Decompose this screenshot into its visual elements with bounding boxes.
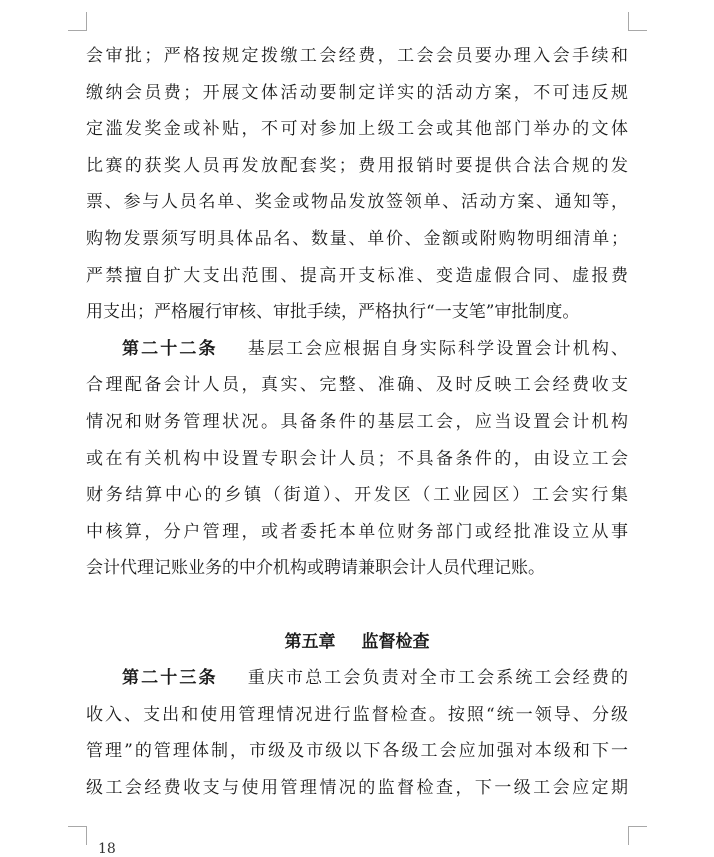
article-22-line: 情况和财务管理状况。具备条件的基层工会，应当设置会计机构 xyxy=(86,411,628,432)
body-line: 购物发票须写明具体品名、数量、单价、金额或附购物明细清单； xyxy=(86,228,628,249)
article-22-label: 第二十二条 xyxy=(122,338,218,359)
page-number: 18 xyxy=(98,841,116,857)
chapter-number: 第五章 xyxy=(284,631,336,652)
article-22-line: 合理配备会计人员，真实、完整、准确、及时反映工会经费收支 xyxy=(86,375,628,396)
article-23-text: 重庆市总工会负责对全市工会系统工会经费的 xyxy=(245,668,629,689)
body-line: 定滥发奖金或补贴，不可对参加上级工会或其他部门举办的文体 xyxy=(86,119,628,140)
body-line: 用支出；严格履行审核、审批手续，严格执行“一支笔”审批制度。 xyxy=(86,302,580,323)
body-line: 比赛的获奖人员再发放配套奖；费用报销时要提供合法合规的发 xyxy=(86,155,628,176)
crop-mark-bottom-right xyxy=(628,826,647,845)
chapter-title: 监督检查 xyxy=(361,631,430,652)
body-line: 会审批；严格按规定拨缴工会经费，工会会员要办理入会手续和 xyxy=(86,46,628,66)
article-22-line: 或在有关机构中设置专职会计人员；不具备条件的，由设立工会 xyxy=(86,448,628,469)
document-body xyxy=(86,38,628,806)
crop-mark-bottom-left xyxy=(68,826,87,845)
article-22-text: 基层工会应根据自身实际科学设置会计机构、 xyxy=(245,338,629,359)
article-23-line: 收入、支出和使用管理情况进行监督检查。按照“统一领导、分级 xyxy=(86,704,628,725)
crop-mark-top-right xyxy=(628,12,647,31)
article-23-label: 第二十三条 xyxy=(122,668,218,689)
article-22-first-line xyxy=(86,331,628,368)
article-22-line: 会计代理记账业务的中介机构或聘请兼职会计人员代理记账。 xyxy=(86,558,545,579)
article-22-line: 财务结算中心的乡镇（街道）、开发区（工业园区）工会实行集 xyxy=(86,485,628,506)
article-23-line: 管理”的管理体制，市级及市级以下各级工会应加强对本级和下一 xyxy=(86,741,628,762)
chapter-heading xyxy=(86,624,628,661)
article-23-line: 级工会经费收支与使用管理情况的监督检查，下一级工会应定期 xyxy=(86,777,628,798)
article-22-line: 中核算，分户管理，或者委托本单位财务部门或经批准设立从事 xyxy=(86,521,628,542)
body-line: 缴纳会员费；开展文体活动要制定详实的活动方案，不可违反规 xyxy=(86,82,628,103)
article-23-first-line xyxy=(86,660,628,697)
crop-mark-top-left xyxy=(68,12,87,31)
body-line: 严禁擅自扩大支出范围、提高开支标准、变造虚假合同、虚报费 xyxy=(86,265,628,286)
body-line: 票、参与人员名单、奖金或物品发放签领单、活动方案、通知等， xyxy=(86,192,628,213)
